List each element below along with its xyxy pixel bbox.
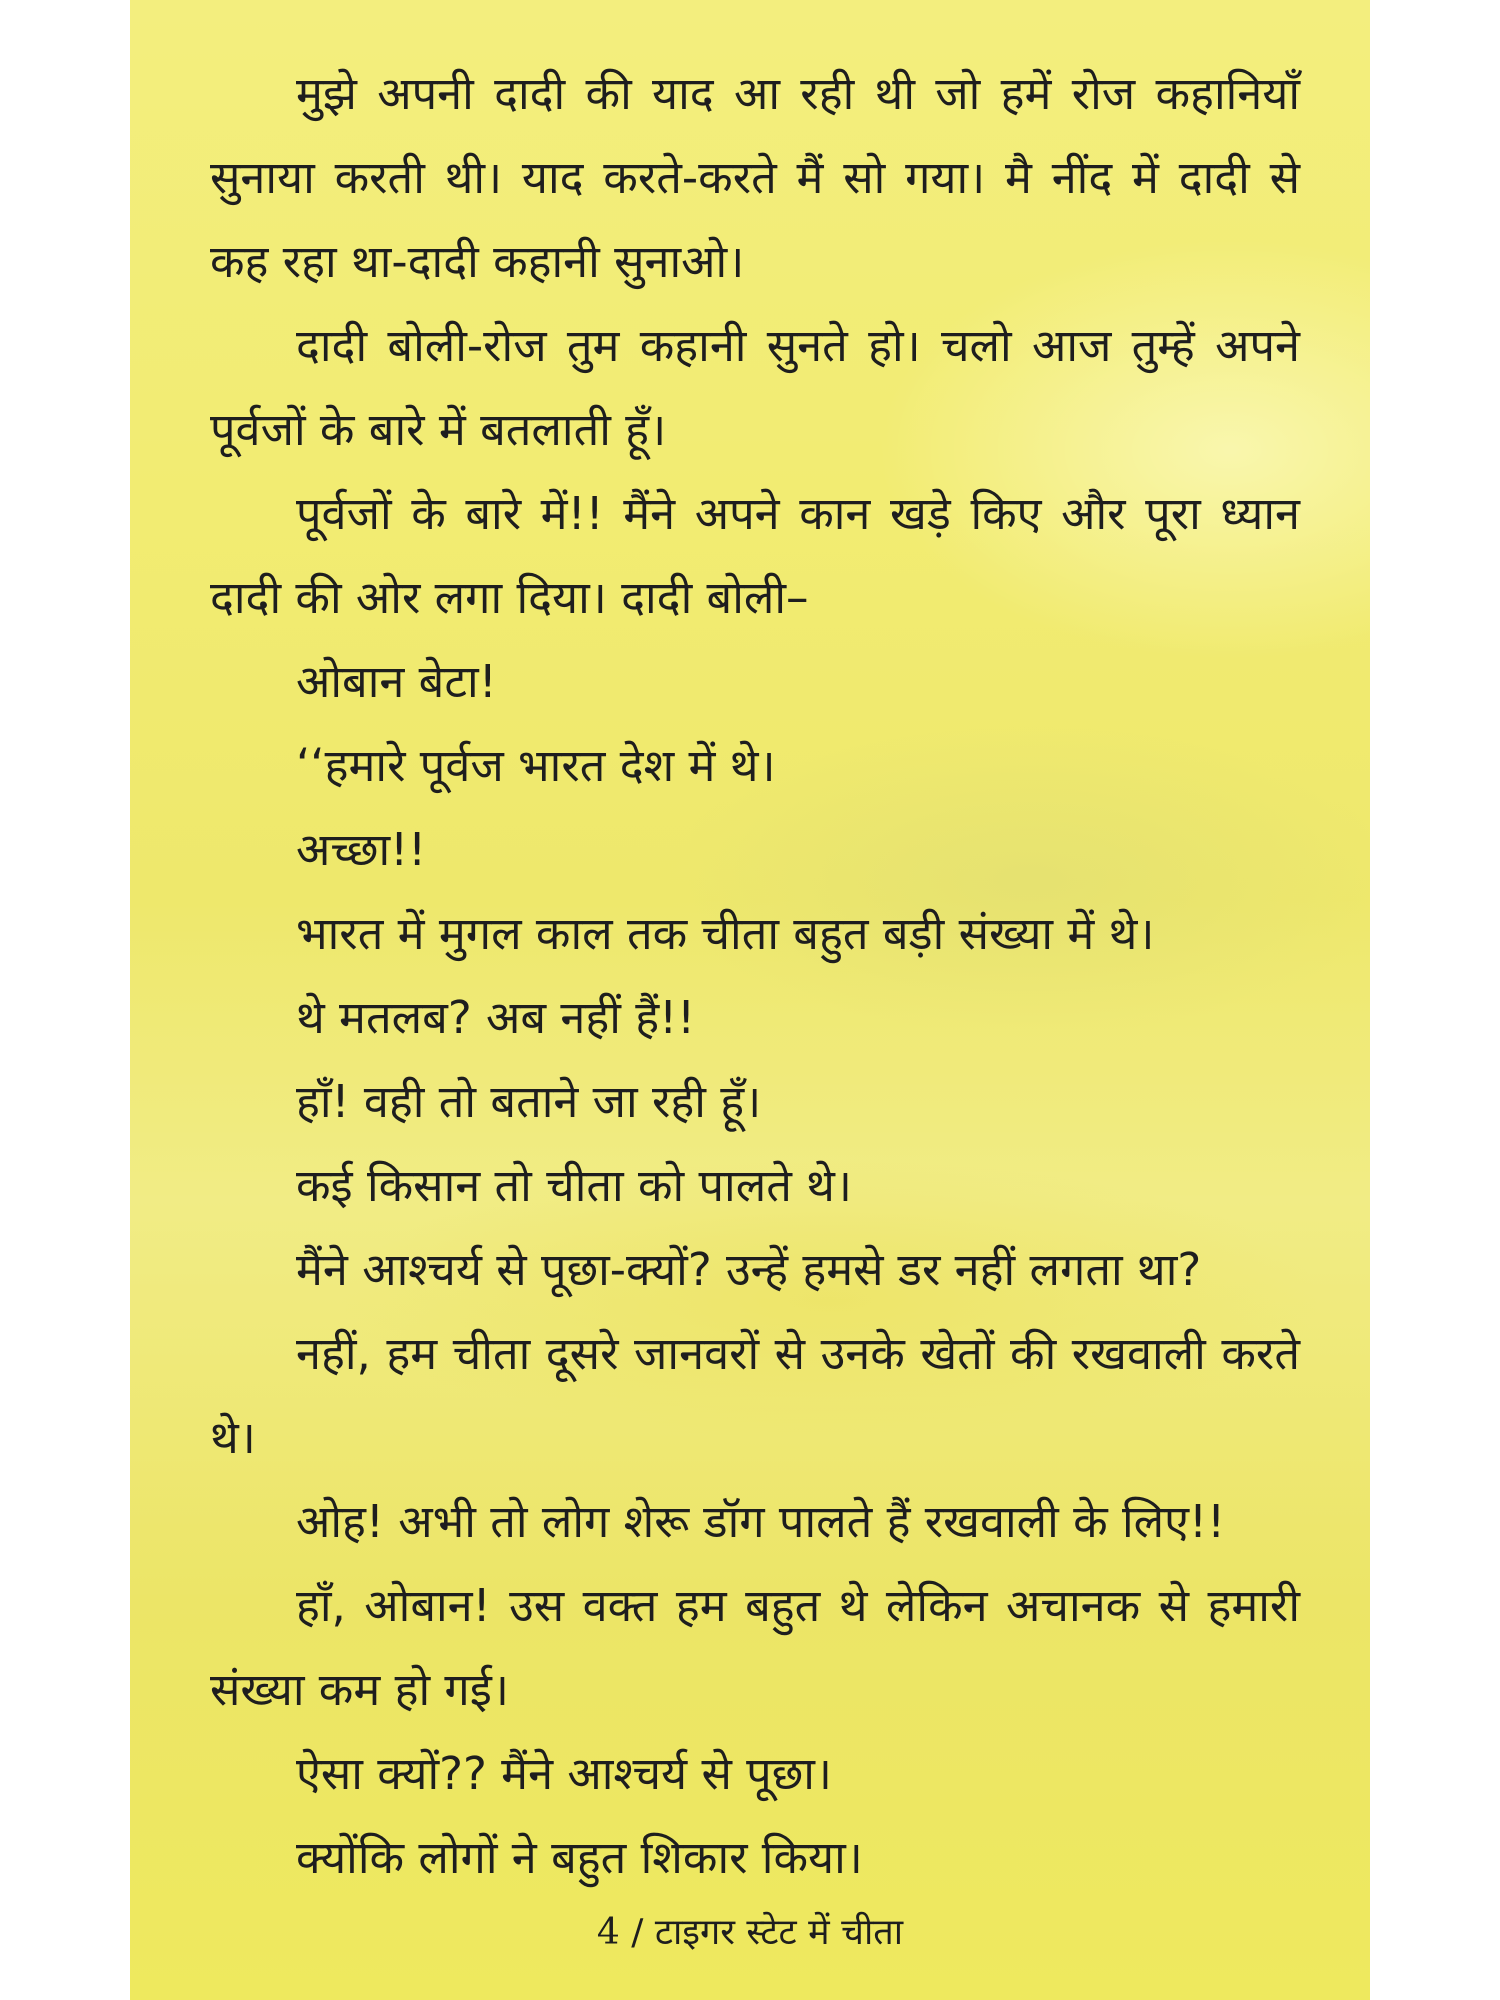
- paragraph: ओबान बेटा!: [296, 655, 497, 708]
- paragraph: भारत में मुगल काल तक चीता बहुत बड़ी संख्या में थे।: [296, 907, 1155, 960]
- paragraph: ‘‘हमारे पूर्वज भारत देश में थे।: [296, 739, 776, 792]
- paragraph: नहीं, हम चीता दूसरे जानवरों से उनके खेतों की रखवाली करते थे।: [210, 1327, 1300, 1464]
- page-number: 4: [596, 1912, 620, 1953]
- paragraph: ओह! अभी तो लोग शेरू डॉग पालते हैं रखवाली के लिए!!: [296, 1495, 1226, 1548]
- page-body-text: [210, 52, 1300, 1900]
- book-page: [130, 0, 1370, 2000]
- paragraph: मैंने आश्चर्य से पूछा-क्यों? उन्हें हमसे डर नहीं लगता था?: [296, 1243, 1202, 1296]
- paragraph: कई किसान तो चीता को पालते थे।: [296, 1159, 852, 1212]
- paragraph: थे मतलब? अब नहीं हैं!!: [296, 991, 696, 1044]
- paragraph: ऐसा क्यों?? मैंने आश्चर्य से पूछा।: [296, 1747, 832, 1800]
- footer-separator: /: [631, 1912, 644, 1953]
- paragraph: हाँ, ओबान! उस वक्त हम बहुत थे लेकिन अचानक से हमारी संख्या कम हो गई।: [210, 1579, 1300, 1716]
- paragraph: हाँ! वही तो बताने जा रही हूँ।: [296, 1075, 762, 1128]
- page-footer: [130, 1906, 1370, 1955]
- book-title: टाइगर स्टेट में चीता: [654, 1912, 904, 1953]
- paragraph: दादी बोली-रोज तुम कहानी सुनते हो। चलो आज तुम्हें अपने पूर्वजों के बारे में बतलाती हूँ।: [210, 319, 1300, 456]
- paragraph: क्योंकि लोगों ने बहुत शिकार किया।: [296, 1831, 863, 1884]
- paragraph: अच्छा!!: [296, 823, 427, 876]
- paragraph: पूर्वजों के बारे में!! मैंने अपने कान खड़े किए और पूरा ध्यान दादी की ओर लगा दिया। दादी बोली–: [210, 487, 1300, 624]
- paragraph: मुझे अपनी दादी की याद आ रही थी जो हमें रोज कहानियाँ सुनाया करती थी। याद करते-करते मैं सो गया। मै नींद में दादी से कह रहा था-दादी कहानी सुनाओ।: [210, 67, 1300, 288]
